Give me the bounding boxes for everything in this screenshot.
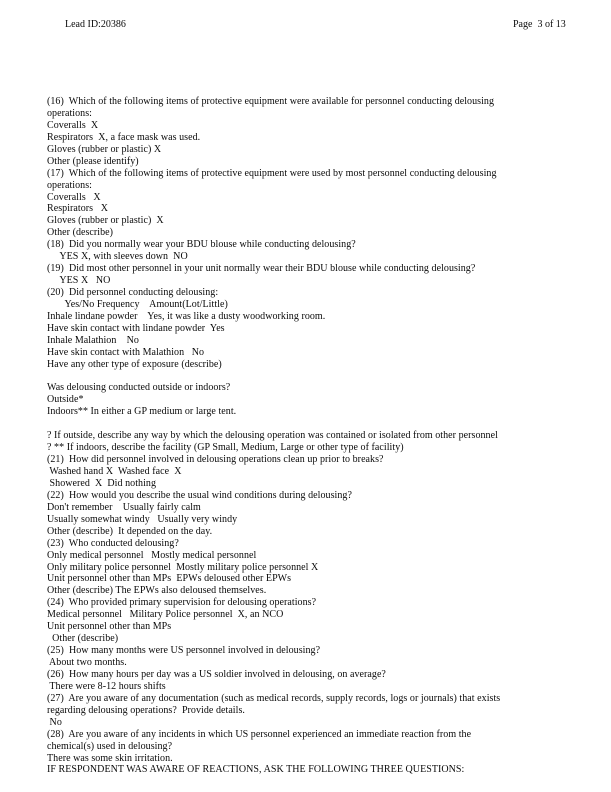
text-line: (21) How did personnel involved in delousing operations clean up prior to breaks? — [47, 454, 384, 466]
text-line: Medical personnel Military Police personnel X, an NCO — [47, 609, 284, 621]
text-line: (16) Which of the following items of protective equipment were available for personnel conducting delousing — [47, 96, 495, 107]
text-line: YES X NO — [47, 275, 111, 287]
text-line: Have any other type of exposure (describe) — [47, 358, 222, 370]
text-line: Outside* — [47, 394, 84, 406]
text-line: Other (describe) It depended on the day. — [47, 525, 213, 537]
lead-id: Lead ID:20386 — [65, 19, 126, 30]
text-line: (26) How many hours per day was a US soldier involved in delousing, on average? — [47, 668, 386, 680]
text-line: There was some skin irritation. — [47, 752, 173, 764]
text-line: Respirators X, a face mask was used. — [47, 131, 201, 143]
text-line: (24) Who provided primary supervision for delousing operations? — [47, 597, 317, 609]
text-line: (19) Did most other personnel in your unit normally wear their BDU blouse while conducting delousing? — [47, 263, 476, 275]
text-line: ? ** If indoors, describe the facility (GP Small, Medium, Large or other type of facility) — [47, 442, 404, 454]
text-line: (17) Which of the following items of protective equipment were used by most personnel conducting delousing — [47, 167, 497, 179]
text-line: operations: — [47, 107, 92, 119]
text-line: Unit personnel other than MPs — [47, 621, 172, 633]
text-line: Coveralls X — [47, 191, 101, 203]
text-line: Inhale lindane powder Yes, it was like a dusty woodworking room. — [47, 310, 326, 322]
page-number: Page 3 of 13 — [513, 19, 566, 30]
text-line: (23) Who conducted delousing? — [47, 537, 179, 549]
document-body — [47, 96, 591, 776]
text-line: Gloves (rubber or plastic) X — [47, 215, 164, 227]
text-line: Other (describe) — [47, 633, 119, 645]
text-line: Only medical personnel Mostly medical personnel — [47, 549, 257, 561]
text-line: Yes/No Frequency Amount(Lot/Little) — [47, 298, 228, 310]
text-line: Don't remember Usually fairly calm — [47, 501, 201, 513]
text-line: operations: — [47, 179, 92, 191]
text-line: About two months. — [47, 657, 127, 669]
text-line: Usually somewhat windy Usually very windy — [47, 513, 238, 525]
text-line: Coveralls X — [47, 119, 99, 131]
text-line: chemical(s) used in delousing? — [47, 740, 173, 752]
text-line: YES X, with sleeves down NO — [47, 251, 188, 263]
text-line: Only military police personnel Mostly military police personnel X — [47, 561, 319, 573]
text-line: There were 8-12 hours shifts — [47, 680, 166, 692]
text-line: (25) How many months were US personnel involved in delousing? — [47, 645, 321, 657]
text-line — [47, 418, 591, 430]
text-line: (18) Did you normally wear your BDU blouse while conducting delousing? — [47, 239, 356, 251]
text-line: Other (describe) — [47, 227, 114, 239]
text-line: Unit personnel other than MPs EPWs deloused other EPWs — [47, 573, 292, 585]
text-line: (20) Did personnel conducting delousing: — [47, 287, 219, 298]
text-line: Indoors** In either a GP medium or large tent. — [47, 406, 237, 418]
text-line: (28) Are you aware of any incidents in which US personnel experienced an immediate reaction from the — [47, 728, 472, 740]
text-line — [47, 371, 591, 383]
text-line: Have skin contact with Malathion No — [47, 346, 205, 358]
text-line: (27) Are you aware of any documentation (such as medical records, supply records, logs or journals) that exists — [47, 692, 501, 704]
text-line: ? If outside, describe any way by which the delousing operation was contained or isolated from other personnel — [47, 430, 498, 442]
text-line: Was delousing conducted outside or indoors? — [47, 382, 231, 394]
text-line: No — [47, 716, 62, 728]
text-line: Washed hand X Washed face X — [47, 466, 182, 478]
text-line: Showered X Did nothing — [47, 477, 157, 489]
text-line: Gloves (rubber or plastic) X — [47, 143, 162, 155]
text-line: Inhale Malathion No — [47, 334, 139, 346]
text-line: Have skin contact with lindane powder Yes — [47, 322, 225, 334]
text-line: regarding delousing operations? Provide details. — [47, 704, 245, 716]
text-line: Other (please identify) — [47, 155, 139, 167]
text-line: (22) How would you describe the usual wind conditions during delousing? — [47, 489, 352, 501]
text-line: Respirators X — [47, 203, 109, 215]
text-line: Other (describe) The EPWs also deloused themselves. — [47, 585, 267, 597]
text-line: IF RESPONDENT WAS AWARE OF REACTIONS, ASK THE FOLLOWING THREE QUESTIONS: — [47, 764, 465, 776]
